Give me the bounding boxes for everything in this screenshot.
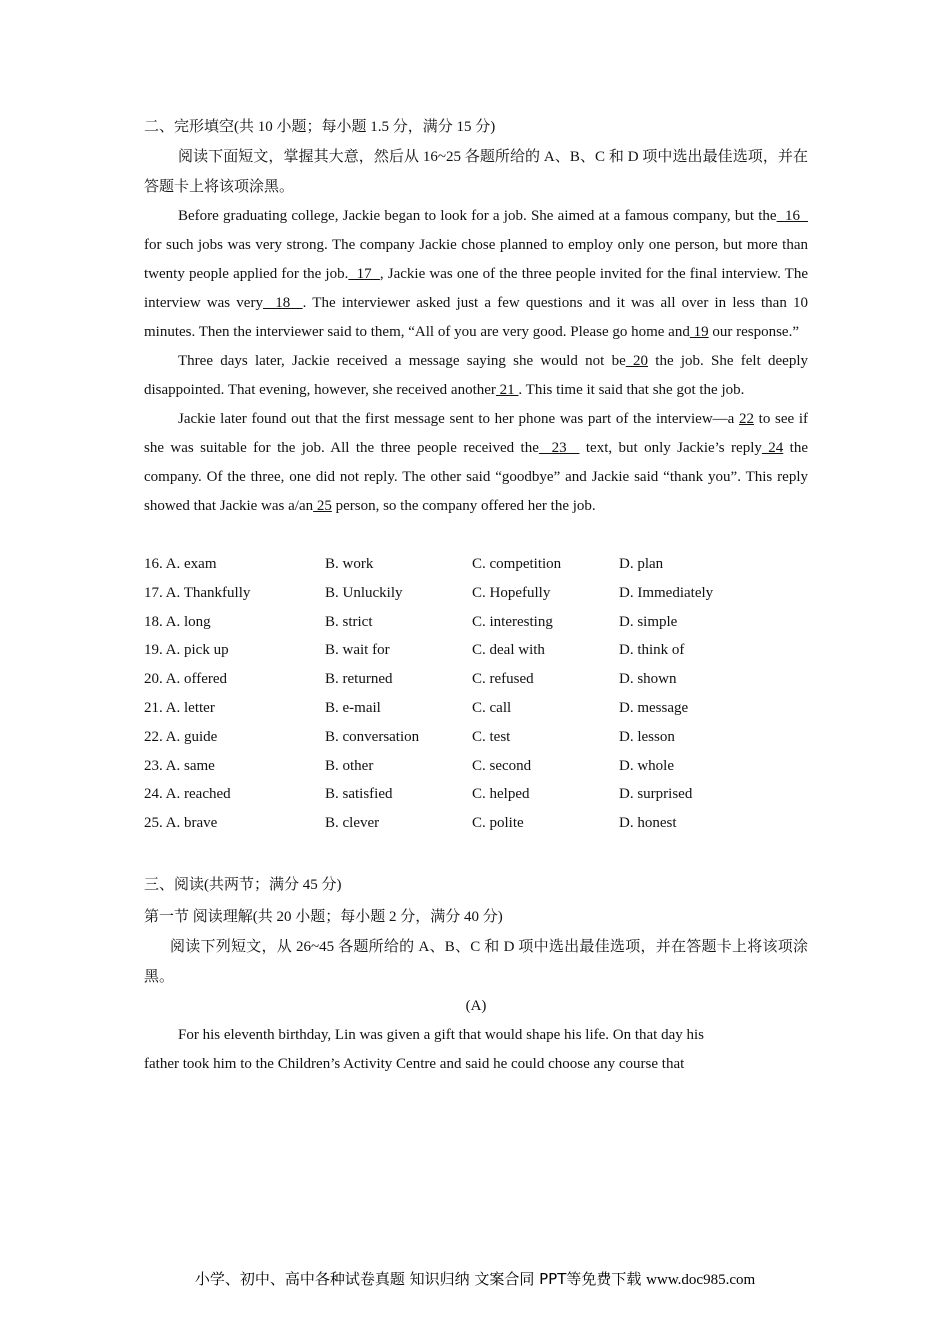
option-c: C. second [472,757,532,774]
option-row [144,665,713,694]
passage-text: Jackie later found out that the first message sent to her phone was part of the interview—a [178,411,739,427]
option-d: D. simple [619,613,678,630]
option-c: C. deal with [472,642,545,659]
option-b: B. e-mail [325,699,381,716]
blank-20: 20 [625,353,649,369]
option-b: B. returned [325,671,393,688]
option-b: B. wait for [325,642,390,659]
section-2-heading: 二、完形填空(共 10 小题；每小题 1.5 分，满分 15 分) [144,119,496,135]
blank-25: 25 [313,498,332,514]
blank-17: 17 [348,266,380,282]
option-a: 20. A. offered [144,671,228,688]
blank-21: 21 [495,382,519,398]
passage-text: for such jobs was very strong. The company Jackie chose planned to employ only one person, but more than twenty people applied for the job. [144,237,808,282]
blank-16: 16 [776,208,808,224]
blank-22: 22 [738,411,754,427]
option-c: C. helped [472,786,530,803]
option-row [144,780,713,809]
option-c: C. Hopefully [472,584,551,601]
passage-text: person, so the company offered her the job. [331,498,596,514]
passage-text: the company. Of the three, one did not reply. The other said “goodbye” and Jackie said “thank you”. This reply showed that Jackie was a/an [144,440,809,514]
footer-site-link[interactable]: www.doc985.com [646,1272,756,1288]
option-d: D. think of [619,642,685,659]
option-d: D. Immediately [619,584,714,601]
passage-paragraph-3 [144,405,808,521]
option-row [144,752,713,781]
section-2-instruction: 阅读下面短文，掌握其大意，然后从 16~25 各题所给的 A、B、C 和 D 项中选出最佳选项，并在答题卡上将该项涂黑。 [144,149,808,195]
option-a: 24. A. reached [144,786,231,803]
passage-text: . The interviewer asked just a few questions and it was all over in less than 10 minutes. Then the interviewer said to them, “All of you are very good. Please go home and [144,295,808,340]
passage-text: the job. She felt deeply disappointed. That evening, however, she received another [144,353,809,398]
blank-19: 19 [689,324,709,340]
exam-page [144,112,808,1079]
option-c: C. competition [472,556,562,572]
option-d: D. shown [619,671,677,688]
section-3-subheading: 第一节 阅读理解(共 20 小题；每小题 2 分，满分 40 分) [144,908,503,925]
option-c: C. refused [472,671,534,688]
option-c: C. polite [472,815,524,832]
option-b: B. satisfied [325,786,393,803]
option-d: D. message [619,699,689,716]
option-b: B. Unluckily [325,584,403,601]
passage-paragraph-2 [144,347,808,405]
blank-24: 24 [761,440,784,456]
passage-a-line-2: father took him to the Children’s Activity Centre and said he could choose any course that [144,1055,685,1072]
option-d: D. surprised [619,786,693,803]
footer-text: 小学、初中、高中各种试卷真题 知识归纳 文案合同 PPT等免费下载 [194,1270,642,1288]
option-d: D. honest [619,815,677,832]
option-row [144,550,713,579]
option-c: C. test [472,728,511,745]
spacer [144,521,808,550]
section-3-instruction: 阅读下列短文，从 26~45 各题所给的 A、B、C 和 D 项中选出最佳选项，并在答题卡上将该项涂黑。 [144,938,808,985]
option-row [144,723,713,752]
option-a: 23. A. same [144,757,215,774]
option-b: B. work [325,556,374,572]
passage-text: to see if she was suitable for the job. All the three people received the [144,411,808,456]
option-row [144,636,713,665]
passage-text: our response.” [708,324,799,340]
passage-text: text, but only Jackie’s reply [579,440,762,456]
option-row [144,694,713,723]
section-3-heading: 三、阅读(共两节；满分 45 分) [144,876,342,893]
passage-text: Before graduating college, Jackie began to look for a job. She aimed at a famous company, but the [178,208,777,224]
option-row [144,809,713,838]
option-b: B. strict [325,613,373,630]
option-row [144,608,713,637]
footer-banner [0,1266,950,1293]
passage-text: , Jackie was one of the three people invited for the final interview. The interview was very [144,266,808,311]
option-b: B. other [325,757,374,774]
options-table [144,550,713,838]
option-a: 18. A. long [144,613,211,630]
option-d: D. plan [619,556,664,572]
blank-18: 18 [262,295,303,311]
option-c: C. call [472,699,512,716]
passage-a-line-1: For his eleventh birthday, Lin was given a gift that would shape his life. On that day his [178,1026,705,1043]
passage-label: (A) [465,997,487,1014]
passage-text: Three days later, Jackie received a message saying she would not be [178,353,626,369]
option-d: D. whole [619,757,674,774]
blank-23: 23 [538,440,580,456]
option-a: 25. A. brave [144,815,218,832]
option-a: 17. A. Thankfully [144,584,251,601]
option-a: 22. A. guide [144,728,218,745]
option-a: 19. A. pick up [144,642,229,659]
option-d: D. lesson [619,728,675,745]
option-b: B. clever [325,815,380,832]
passage-text: . This time it said that she got the job. [518,382,745,398]
option-b: B. conversation [325,728,420,745]
option-a: 16. A. exam [144,556,217,572]
passage-paragraph-1 [144,202,808,347]
spacer [144,838,808,870]
option-row [144,579,713,608]
option-c: C. interesting [472,613,553,630]
option-a: 21. A. letter [144,699,215,716]
